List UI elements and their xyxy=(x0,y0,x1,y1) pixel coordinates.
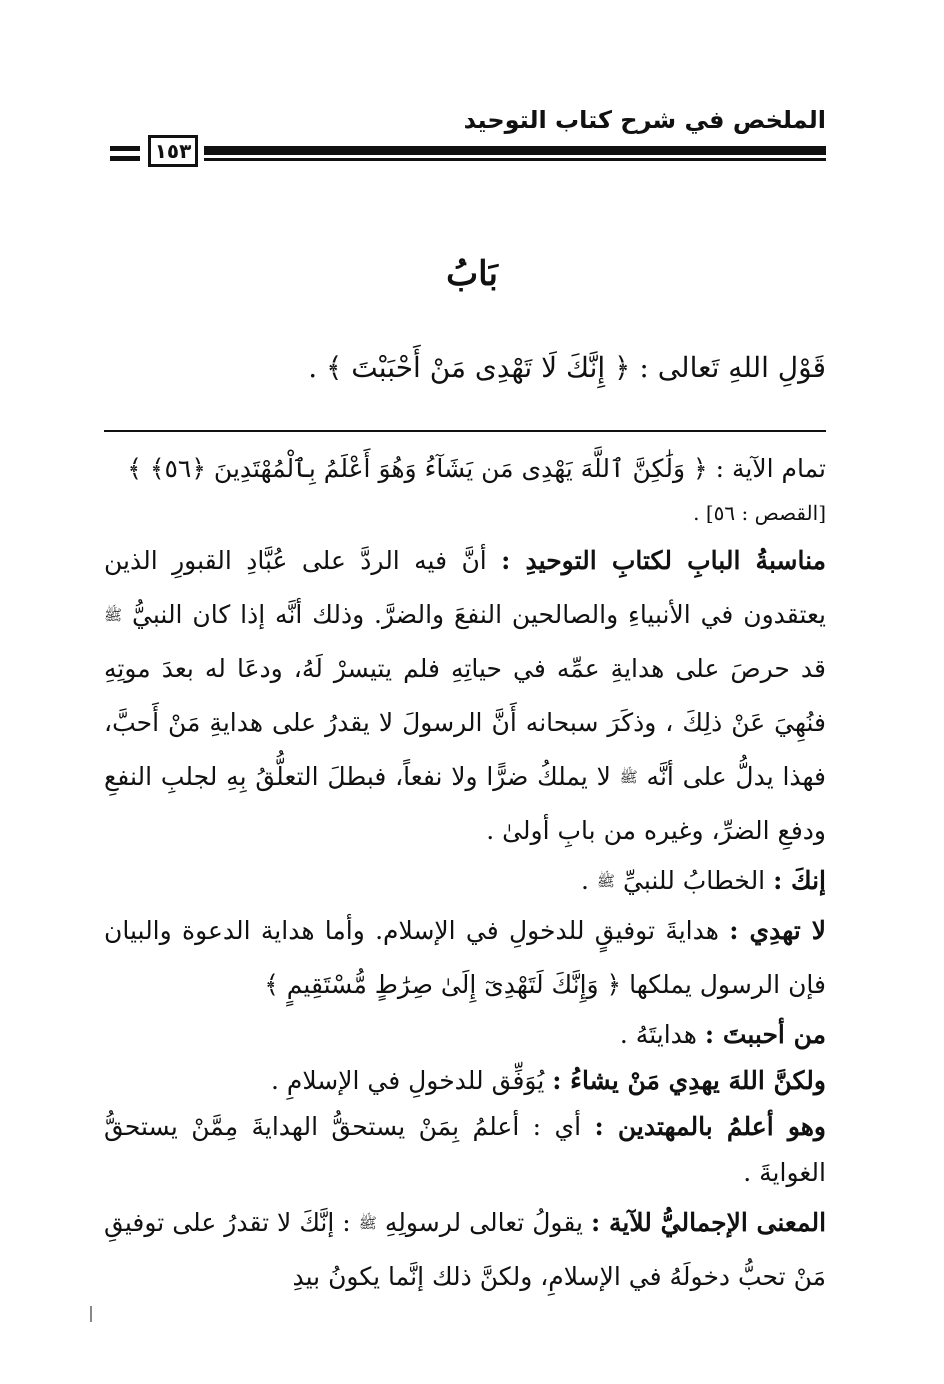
relevance-paragraph xyxy=(104,534,826,858)
gloss-wahuwa-term: وهو أعلمُ بالمهتدين : xyxy=(594,1112,826,1141)
gloss-walakin-text: يُوَفِّق للدخولِ في الإسلامِ . xyxy=(271,1066,545,1095)
relevance-text-3: لا يملكُ ضرًّا ولا نفعاً، فبطلَ التعلُّقُ بِهِ لجلبِ النفعِ ودفعِ الضرِّ، وغيره من بابِ أولىٰ . xyxy=(104,762,826,845)
gloss-walakin xyxy=(104,1058,826,1104)
gloss-wahuwa-text: أي : أعلمُ بِمَنْ يستحقُّ الهدايةَ مِمَّنْ يستحقُّ الغوايةَ . xyxy=(104,1112,826,1187)
margin-mark xyxy=(90,1306,92,1322)
gloss-innaka-term: إنكَ : xyxy=(773,866,826,895)
general-meaning-text-2: : إنَّكَ لا تقدرُ على توفيقِ مَنْ تحبُّ دخولَهُ في الإسلامِ، ولكنَّ ذلك إنَّما يكونُ بيدِ xyxy=(104,1208,826,1291)
header-rule-left-bottom xyxy=(110,156,140,161)
salawat-glyph: ﷺ xyxy=(104,606,123,624)
gloss-man-ahbabta xyxy=(104,1012,826,1058)
page-number: ١٥٣ xyxy=(148,135,198,167)
header-rule-thick xyxy=(204,146,826,155)
verse-completion xyxy=(104,446,826,492)
general-meaning-text-1: يقولُ تعالى لرسولِهِ xyxy=(384,1208,583,1237)
gloss-la-tahdi-text: هدايةَ توفيقٍ للدخولِ في الإسلام. وأما هداية الدعوة والبيان فإن الرسول يملكها xyxy=(104,916,826,999)
header-rule-thin xyxy=(204,158,826,161)
quran-verse: ﴿ إِنَّكَ لَا تَهْدِى مَنْ أَحْبَبْتَ ﴾ xyxy=(326,351,631,384)
page-header xyxy=(110,100,826,175)
gloss-innaka: إنكَ : الخطابُ للنبيِّ ﷺ . xyxy=(581,866,826,895)
gloss-la-tahdi-verse: ﴿ وَإِنَّكَ لَتَهْدِىٓ إِلَىٰ صِرَٰطٍ مُّسْتَقِيمٍ ﴾ xyxy=(264,970,622,999)
verse-end-mark: . xyxy=(308,351,318,384)
running-title: الملخص في شرح كتاب التوحيد xyxy=(463,106,826,134)
salawat-glyph: ﷺ xyxy=(619,768,638,786)
salawat-glyph: ﷺ xyxy=(358,1214,377,1232)
header-rule-left-top xyxy=(110,146,140,151)
gloss-innaka-text: الخطابُ للنبيِّ xyxy=(623,866,766,895)
relevance-text-2: قد حرصَ على هدايةِ عمِّه في حياتِهِ فلم يتيسرْ لَهُ، ودعَا له بعدَ موتِهِ فنُهِيَ عَنْ ذلِكَ ، وذكَرَ سبحانه أَنَّ الرسولَ لا يقدرُ على هدايةِ مَنْ أَحبَّ، فهذا يدلُّ على أنَّه xyxy=(104,654,826,791)
commentary-body xyxy=(104,446,826,1304)
gloss-la-tahdi-term: لا تهدِي : xyxy=(729,916,826,945)
relevance-text-1: أنَّ فيه الردَّ على عُبَّادِ القبورِ الذين يعتقدون في الأنبياءِ والصالحين النفعَ والضرَّ. وذلك أنَّه إذا كان النبيُّ xyxy=(104,546,826,629)
chapter-verse-line xyxy=(104,340,826,396)
verse-citation: [القصص : ٥٦] . xyxy=(693,501,826,525)
gloss-wahuwa xyxy=(104,1104,826,1196)
verse-intro: قَوْلِ اللهِ تَعالى : xyxy=(639,351,826,384)
gloss-man-ahbabta-term: من أحببتَ : xyxy=(704,1020,826,1049)
gloss-walakin-term: ولكنَّ اللهَ يهدِي مَنْ يشاءُ : xyxy=(552,1066,826,1095)
relevance-term: مناسبةُ البابِ لكتابِ التوحيدِ : xyxy=(501,546,827,575)
general-meaning-paragraph xyxy=(104,1196,826,1304)
footnote-divider xyxy=(104,430,826,432)
verse-completion-text: ﴿ وَلَٰكِنَّ ٱللَّهَ يَهْدِى مَن يَشَآءُ وَهُوَ أَعْلَمُ بِٱلْمُهْتَدِينَ ﴿٥٦﴾ ﴾ xyxy=(127,454,708,483)
chapter-title: بَابُ xyxy=(446,254,498,294)
general-meaning-term: المعنى الإجماليُّ للآية : xyxy=(590,1208,827,1237)
gloss-la-tahdi xyxy=(104,904,826,1012)
gloss-man-ahbabta-text: هدايتَهُ . xyxy=(619,1020,697,1049)
verse-completion-label: تمام الآية : xyxy=(715,454,826,483)
salawat-glyph: ﷺ xyxy=(596,872,616,890)
